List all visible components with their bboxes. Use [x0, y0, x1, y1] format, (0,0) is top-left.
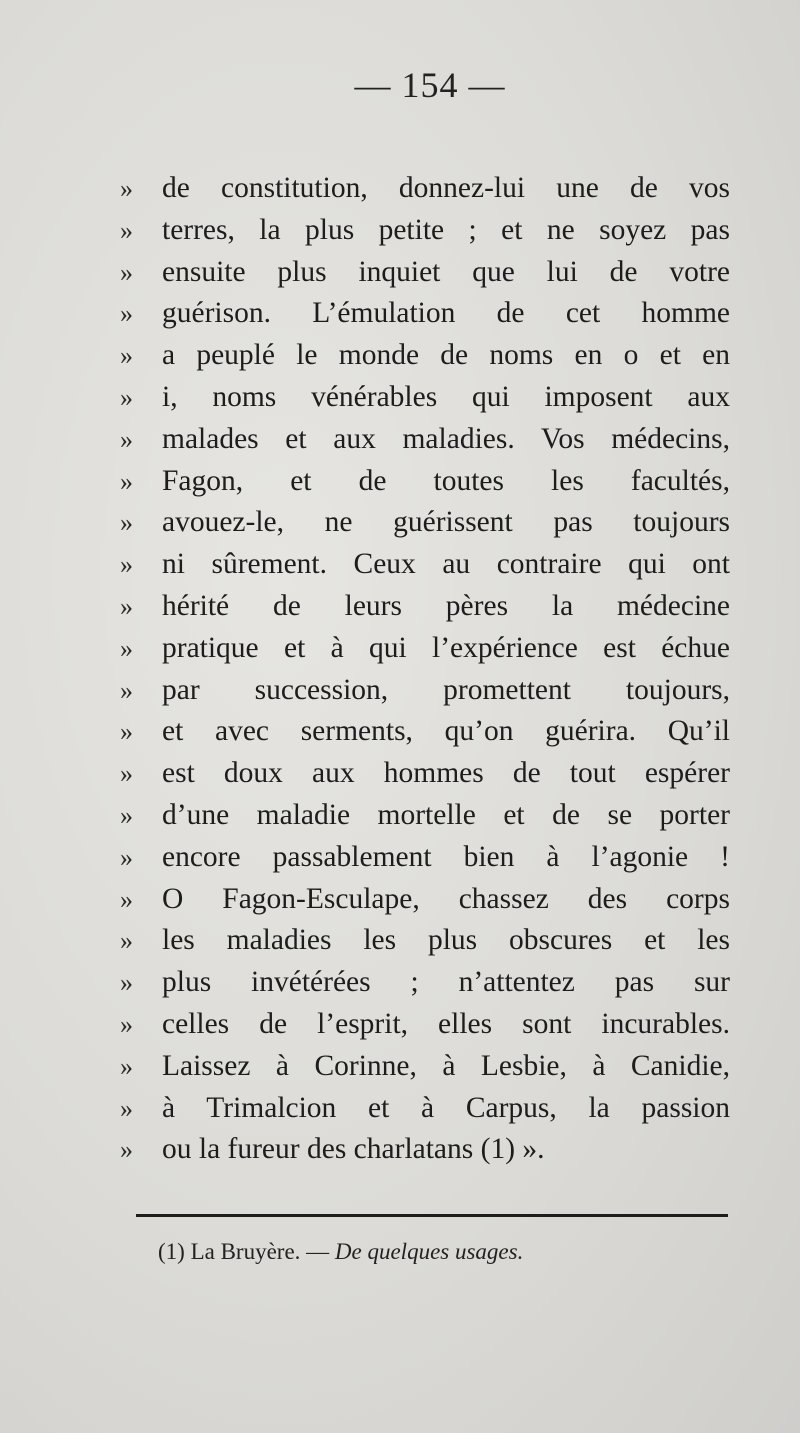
quote-mark: »	[120, 215, 133, 245]
line-text: d’une maladie mortelle et de se porter	[162, 798, 730, 831]
quote-mark: »	[120, 1093, 133, 1123]
quote-mark: »	[120, 550, 133, 580]
quote-mark: »	[120, 1135, 133, 1165]
quote-mark: »	[120, 884, 133, 914]
quote-mark: »	[120, 174, 133, 203]
text-line	[120, 419, 730, 461]
quote-mark: »	[120, 466, 133, 496]
line-text: de constitution, donnez-lui une de vos	[162, 172, 730, 204]
text-line	[120, 920, 730, 962]
text-line	[120, 168, 730, 210]
line-text: O Fagon-Esculape, chassez des corps	[162, 882, 730, 915]
quote-mark: »	[120, 968, 133, 998]
line-text: ensuite plus inquiet que lui de votre	[162, 255, 730, 288]
line-text: est doux aux hommes de tout espérer	[162, 757, 730, 790]
text-line	[120, 252, 730, 294]
text-line	[120, 879, 730, 921]
quote-mark: »	[120, 633, 133, 663]
line-text: avouez-le, ne guérissent pas toujours	[162, 506, 730, 539]
quote-mark: »	[120, 382, 133, 412]
quote-mark: »	[120, 717, 133, 747]
text-line	[120, 544, 730, 586]
text-line	[120, 1088, 730, 1130]
quote-mark: »	[120, 424, 133, 454]
line-text: encore passablement bien à l’agonie !	[162, 840, 730, 873]
footnote-marker: (1) La Bruyère. —	[158, 1239, 335, 1264]
line-text: a peuplé le monde de noms en o et en	[162, 339, 730, 372]
line-text: plus invétérées ; n’attentez pas sur	[162, 966, 730, 999]
text-line	[120, 962, 730, 1004]
line-text: i, noms vénérables qui imposent aux	[162, 380, 730, 413]
text-line	[120, 586, 730, 628]
line-text: par succession, promettent toujours,	[162, 673, 730, 706]
quote-mark: »	[120, 299, 133, 329]
quote-mark: »	[120, 926, 133, 956]
text-line	[120, 1129, 730, 1171]
page-number: — 154 —	[354, 65, 506, 105]
footnote	[158, 1234, 523, 1270]
quote-mark: »	[120, 257, 133, 287]
quote-mark: »	[120, 591, 133, 621]
quote-mark: »	[120, 1009, 133, 1039]
text-line	[120, 377, 730, 419]
footnote-divider	[136, 1214, 728, 1217]
quote-mark: »	[120, 759, 133, 789]
line-text: terres, la plus petite ; et ne soyez pas	[162, 213, 730, 246]
line-text: les maladies les plus obscures et les	[162, 924, 730, 957]
quote-mark: »	[120, 800, 133, 830]
line-text: pratique et à qui l’expérience est échue	[162, 631, 730, 664]
quote-mark: »	[120, 1051, 133, 1081]
text-line	[120, 1046, 730, 1088]
line-text: malades et aux maladies. Vos médecins,	[162, 422, 730, 455]
line-text: Fagon, et de toutes les facultés,	[162, 464, 730, 497]
footnote-source: De quelques usages.	[334, 1239, 524, 1264]
text-line	[120, 210, 730, 252]
quote-mark: »	[120, 341, 133, 371]
line-text: celles de l’esprit, elles sont incurables.	[162, 1007, 730, 1040]
line-text: à Trimalcion et à Carpus, la passion	[162, 1091, 730, 1124]
text-line	[120, 837, 730, 879]
line-text: hérité de leurs pères la médecine	[162, 589, 730, 622]
text-line	[120, 1004, 730, 1046]
line-text: guérison. L’émulation de cet homme	[162, 297, 730, 330]
text-line	[120, 293, 730, 335]
text-line	[120, 502, 730, 544]
line-text: et avec serments, qu’on guérira. Qu’il	[162, 715, 730, 748]
line-text: ni sûrement. Ceux au contraire qui ont	[162, 548, 730, 581]
line-text: ou la fureur des charlatans (1) ».	[162, 1133, 545, 1166]
text-line	[120, 628, 730, 670]
quoted-text-block	[120, 168, 730, 1171]
text-line	[120, 670, 730, 712]
text-line	[120, 461, 730, 503]
text-line	[120, 753, 730, 795]
quote-mark: »	[120, 675, 133, 705]
line-text: Laissez à Corinne, à Lesbie, à Canidie,	[162, 1049, 730, 1082]
text-line	[120, 335, 730, 377]
quote-mark: »	[120, 508, 133, 538]
quote-mark: »	[120, 842, 133, 872]
text-line	[120, 711, 730, 753]
text-line	[120, 795, 730, 837]
